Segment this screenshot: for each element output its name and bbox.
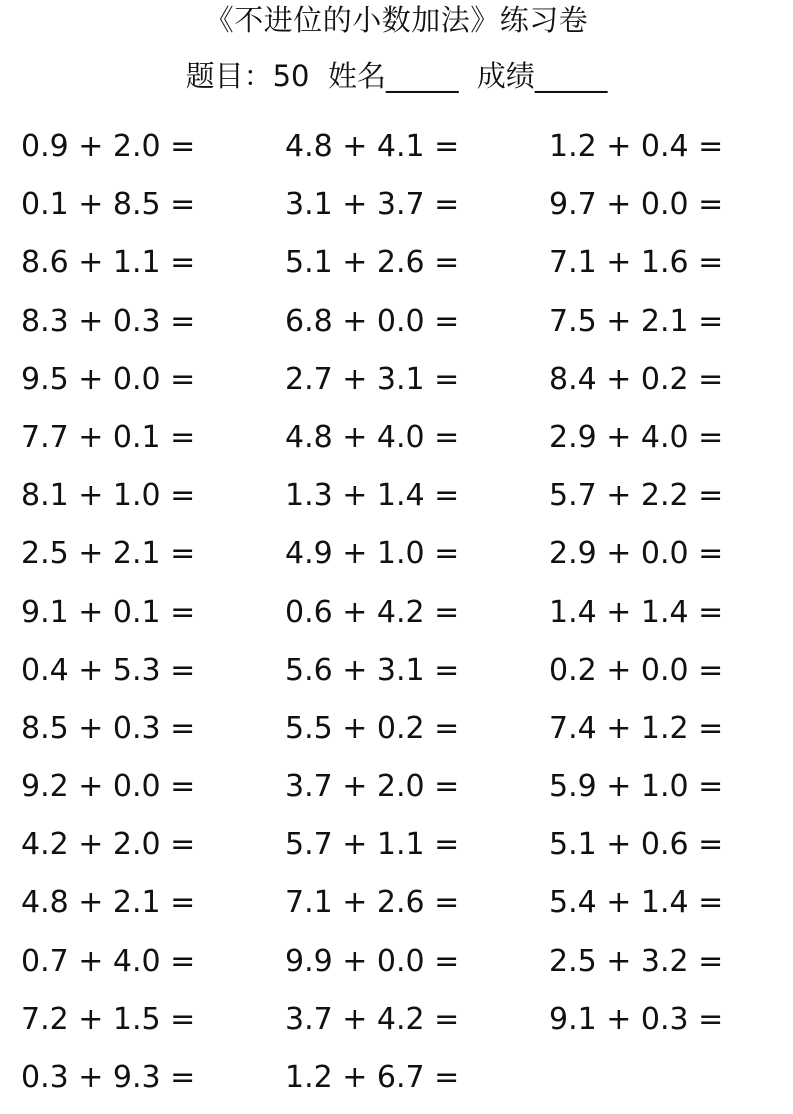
addition-problem: 5.1 + 0.6 =: [549, 827, 724, 863]
addition-problem: 0.1 + 8.5 =: [21, 187, 196, 223]
problem-row: [0, 765, 793, 823]
addition-problem: 0.3 + 9.3 =: [21, 1060, 196, 1095]
problem-row: [0, 823, 793, 881]
addition-problem: 5.5 + 0.2 =: [285, 710, 460, 746]
addition-problem: 3.1 + 3.7 =: [285, 187, 460, 223]
addition-problem: 8.4 + 0.2 =: [549, 361, 724, 397]
addition-problem: 9.1 + 0.3 =: [549, 1001, 724, 1037]
addition-problem: 7.1 + 1.6 =: [549, 245, 724, 281]
addition-problem: 7.1 + 2.6 =: [285, 885, 460, 921]
problem-row: [0, 940, 793, 998]
addition-problem: 7.7 + 0.1 =: [21, 419, 196, 455]
addition-problem: 1.2 + 0.4 =: [549, 129, 724, 164]
problem-row: [0, 881, 793, 939]
problem-row: [0, 1056, 793, 1114]
addition-problem: 5.7 + 1.1 =: [285, 827, 460, 863]
addition-problem: 3.7 + 4.2 =: [285, 1001, 460, 1037]
addition-problem: 2.5 + 3.2 =: [549, 943, 724, 979]
problem-row: [0, 998, 793, 1056]
addition-problem: 2.9 + 4.0 =: [549, 419, 724, 455]
addition-problem: 7.4 + 1.2 =: [549, 710, 724, 746]
addition-problem: 8.6 + 1.1 =: [21, 245, 196, 281]
addition-problem: 4.2 + 2.0 =: [21, 827, 196, 863]
addition-problem: 9.5 + 0.0 =: [21, 361, 196, 397]
worksheet-title: 《不进位的小数加法》练习卷: [204, 3, 589, 37]
addition-problem: 5.7 + 2.2 =: [549, 478, 724, 514]
problem-row: [0, 532, 793, 590]
addition-problem: 9.2 + 0.0 =: [21, 769, 196, 805]
worksheet-info-line: [0, 56, 793, 96]
problem-row: [0, 416, 793, 474]
problem-row: [0, 649, 793, 707]
addition-problem: 4.8 + 4.1 =: [285, 129, 460, 164]
problem-row: [0, 183, 793, 241]
addition-problem: 7.2 + 1.5 =: [21, 1001, 196, 1037]
problem-row: [0, 125, 793, 183]
addition-problem: 8.1 + 1.0 =: [21, 478, 196, 514]
problem-row: [0, 474, 793, 532]
addition-problem: 0.6 + 4.2 =: [285, 594, 460, 630]
addition-problem: 0.9 + 2.0 =: [21, 129, 196, 164]
score-blank: 成绩_____: [476, 59, 608, 93]
addition-problem: 4.8 + 4.0 =: [285, 419, 460, 455]
addition-problem: 9.7 + 0.0 =: [549, 187, 724, 223]
addition-problem: 2.9 + 0.0 =: [549, 536, 724, 572]
addition-problem: 5.1 + 2.6 =: [285, 245, 460, 281]
addition-problem: 5.9 + 1.0 =: [549, 769, 724, 805]
addition-problem: 6.8 + 0.0 =: [285, 303, 460, 339]
addition-problem: 5.4 + 1.4 =: [549, 885, 724, 921]
addition-problem: 9.9 + 0.0 =: [285, 943, 460, 979]
problem-row: [0, 358, 793, 416]
addition-problem: 1.3 + 1.4 =: [285, 478, 460, 514]
addition-problem: 4.9 + 1.0 =: [285, 536, 460, 572]
addition-problem: 0.7 + 4.0 =: [21, 943, 196, 979]
problem-row: [0, 241, 793, 299]
addition-problem: 8.3 + 0.3 =: [21, 303, 196, 339]
problem-row: [0, 591, 793, 649]
addition-problem: 5.6 + 3.1 =: [285, 652, 460, 688]
addition-problem: 2.7 + 3.1 =: [285, 361, 460, 397]
addition-problem: 3.7 + 2.0 =: [285, 769, 460, 805]
question-count: 题目：50: [185, 59, 310, 93]
addition-problem: 7.5 + 2.1 =: [549, 303, 724, 339]
addition-problem: 8.5 + 0.3 =: [21, 710, 196, 746]
name-blank: 姓名_____: [327, 59, 459, 93]
addition-problem: 0.4 + 5.3 =: [21, 652, 196, 688]
addition-problem: 1.2 + 6.7 =: [285, 1060, 460, 1095]
problem-row: [0, 707, 793, 765]
addition-problem: 4.8 + 2.1 =: [21, 885, 196, 921]
problem-grid: [0, 125, 793, 1114]
addition-problem: 1.4 + 1.4 =: [549, 594, 724, 630]
addition-problem: 9.1 + 0.1 =: [21, 594, 196, 630]
addition-problem: 2.5 + 2.1 =: [21, 536, 196, 572]
problem-row: [0, 300, 793, 358]
addition-problem: 0.2 + 0.0 =: [549, 652, 724, 688]
